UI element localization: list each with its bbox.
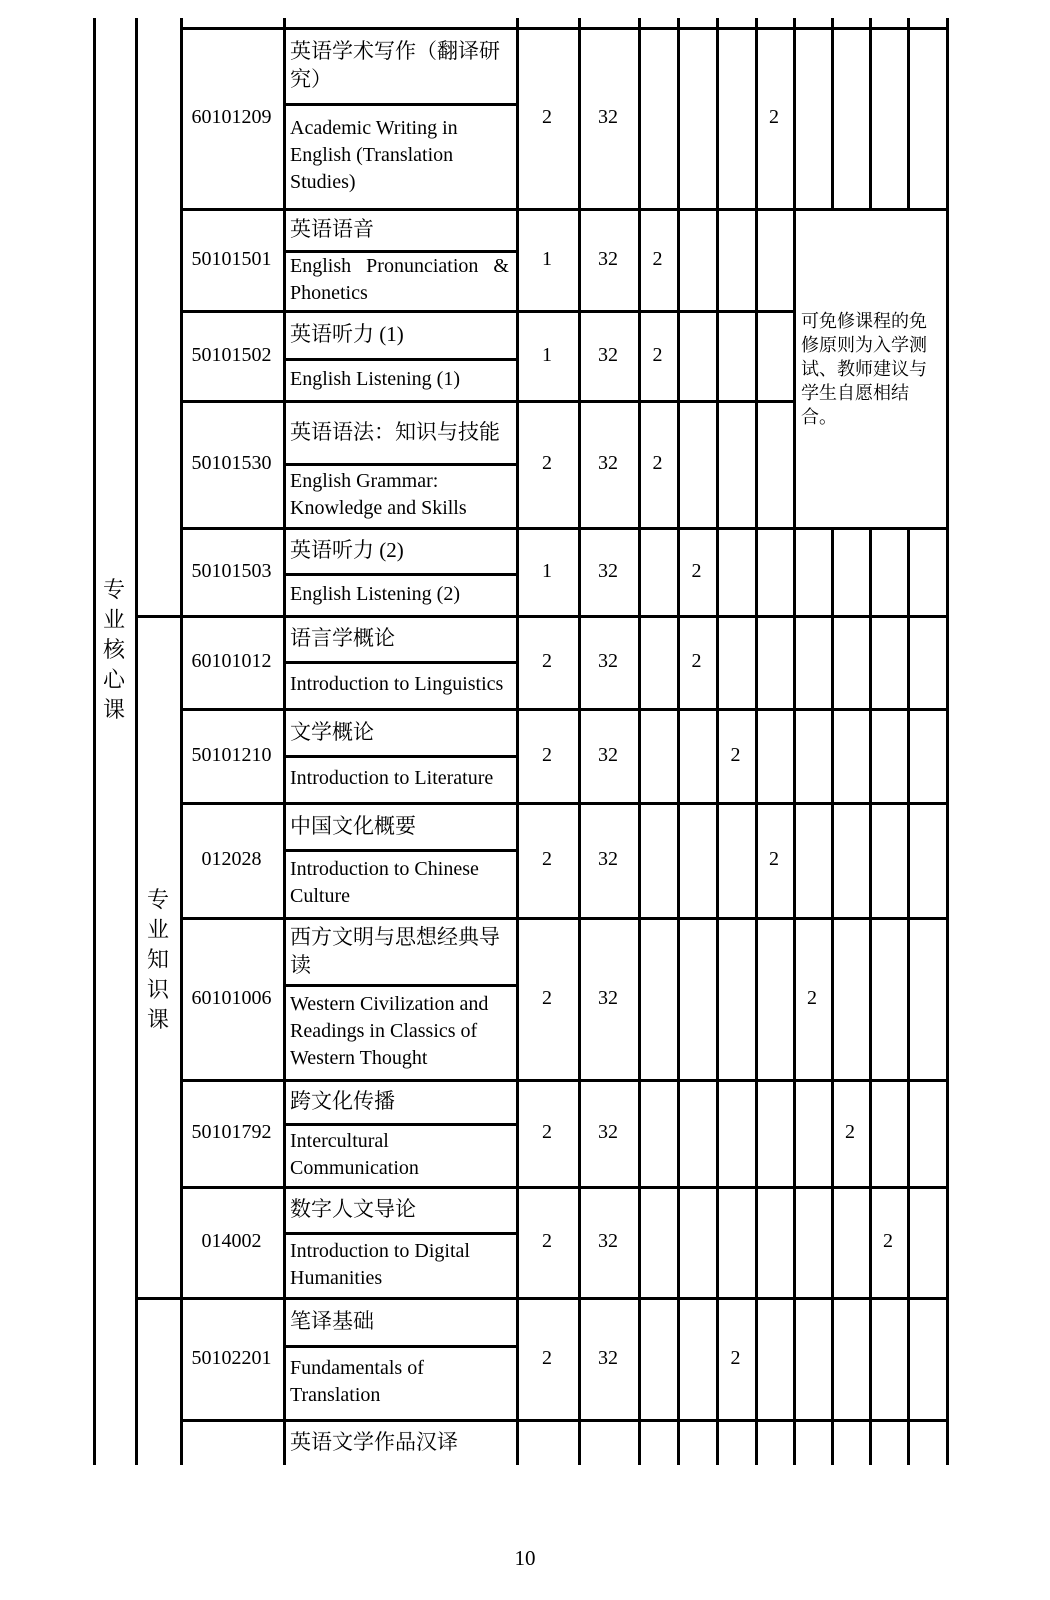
course-code: 50101530 bbox=[191, 452, 272, 474]
semester-value bbox=[831, 708, 869, 802]
credits-value: 2 bbox=[542, 848, 552, 870]
course-code bbox=[180, 1419, 283, 1465]
semester-value bbox=[755, 615, 793, 708]
table-row bbox=[0, 310, 1050, 400]
semester-value bbox=[638, 527, 677, 615]
semester-value bbox=[638, 1079, 677, 1186]
hours-value: 32 bbox=[598, 743, 618, 766]
table-row bbox=[0, 1297, 1050, 1419]
semester-value bbox=[677, 917, 716, 1079]
semester-value bbox=[677, 27, 716, 208]
semester-value bbox=[755, 1297, 793, 1419]
credits-value: 1 bbox=[542, 559, 552, 582]
semester-value bbox=[869, 208, 907, 310]
semester-value bbox=[793, 27, 831, 208]
semester-value bbox=[793, 708, 831, 802]
credits-value: 2 bbox=[542, 1346, 552, 1369]
course-code: 60101209 bbox=[191, 106, 272, 128]
table-row bbox=[0, 400, 1050, 527]
semester-value bbox=[793, 1297, 831, 1419]
semester-value bbox=[638, 1297, 677, 1419]
course-code: 60101006 bbox=[191, 986, 272, 1009]
semester-value bbox=[907, 917, 946, 1079]
course-name-en: Introduction to Literature bbox=[290, 767, 494, 789]
semester-value bbox=[869, 802, 907, 917]
hours-value: 32 bbox=[598, 452, 618, 474]
course-code: 50102201 bbox=[191, 1346, 272, 1369]
semester-value bbox=[755, 1079, 793, 1186]
credits-value: 2 bbox=[542, 1121, 552, 1143]
semester-value bbox=[831, 527, 869, 615]
course-code: 60101012 bbox=[191, 650, 272, 672]
semester-value bbox=[907, 1186, 946, 1297]
semester-value bbox=[793, 208, 831, 310]
semester-value bbox=[716, 27, 755, 208]
semester-value bbox=[677, 708, 716, 802]
course-code: 012028 bbox=[201, 848, 262, 870]
semester-value bbox=[638, 1419, 677, 1465]
semester-value bbox=[677, 208, 716, 310]
semester-value bbox=[755, 917, 793, 1079]
semester-value bbox=[907, 310, 946, 400]
course-name-en: Fundamentals of Translation bbox=[290, 1357, 424, 1406]
course-name-en: Academic Writing in English (Translation Studies) bbox=[290, 117, 458, 193]
semester-value bbox=[831, 310, 869, 400]
semester-cells bbox=[638, 27, 946, 208]
semester-value bbox=[716, 1079, 755, 1186]
semester-value bbox=[869, 615, 907, 708]
semester-value bbox=[793, 310, 831, 400]
semester-value bbox=[831, 802, 869, 917]
semester-cells bbox=[638, 1297, 946, 1419]
hours-value: 32 bbox=[598, 106, 618, 128]
page-number: 10 bbox=[514, 1546, 536, 1570]
table-row bbox=[0, 708, 1050, 802]
hours-value: 32 bbox=[598, 986, 618, 1009]
semester-value bbox=[907, 400, 946, 527]
semester-value bbox=[907, 27, 946, 208]
semester-value bbox=[831, 1186, 869, 1297]
table-row bbox=[0, 1186, 1050, 1297]
course-name-en bbox=[283, 250, 516, 310]
semester-value: 2 bbox=[845, 1121, 855, 1143]
semester-value bbox=[869, 1079, 907, 1186]
credits-value: 2 bbox=[542, 106, 552, 128]
course-code: 50101502 bbox=[191, 343, 272, 366]
semester-value bbox=[677, 1186, 716, 1297]
semester-value bbox=[907, 708, 946, 802]
semester-value bbox=[907, 802, 946, 917]
category-label-knowledge: 专业知识课 bbox=[146, 887, 169, 1032]
semester-cells bbox=[638, 208, 946, 310]
course-name-en: Introduction to Chinese Culture bbox=[290, 858, 479, 907]
semester-value: 2 bbox=[769, 106, 779, 128]
semester-value bbox=[638, 1186, 677, 1297]
hours-value: 32 bbox=[598, 848, 618, 870]
semester-value: 2 bbox=[730, 1346, 741, 1369]
semester-value: 2 bbox=[883, 1230, 893, 1252]
course-name-cn: 语言学概论 bbox=[290, 626, 395, 650]
semester-value bbox=[677, 1297, 716, 1419]
semester-value: 2 bbox=[691, 559, 702, 582]
semester-value bbox=[755, 1186, 793, 1297]
semester-value bbox=[907, 1419, 946, 1465]
semester-value bbox=[831, 615, 869, 708]
credits-value: 2 bbox=[542, 1230, 552, 1252]
hours-value bbox=[578, 1419, 638, 1465]
credits-value: 1 bbox=[542, 343, 552, 366]
semester-value bbox=[716, 400, 755, 527]
course-name-cn: 英语听力 (1) bbox=[290, 322, 404, 346]
table-row bbox=[0, 1419, 1050, 1465]
semester-value: 2 bbox=[730, 743, 741, 766]
semester-value bbox=[755, 208, 793, 310]
semester-value bbox=[793, 527, 831, 615]
semester-value bbox=[793, 1186, 831, 1297]
semester-cells bbox=[638, 917, 946, 1079]
credits-value: 2 bbox=[542, 650, 552, 672]
course-code: 50101503 bbox=[191, 559, 272, 582]
note-text: 可免修课程的免修原则为入学测试、教师建议与学生自愿相结合。 bbox=[801, 311, 927, 427]
semester-value bbox=[638, 27, 677, 208]
semester-value: 2 bbox=[652, 247, 663, 270]
semester-value bbox=[869, 1297, 907, 1419]
semester-value bbox=[677, 400, 716, 527]
hours-value: 32 bbox=[598, 247, 618, 270]
semester-value bbox=[638, 615, 677, 708]
semester-value bbox=[716, 615, 755, 708]
semester-value: 2 bbox=[769, 848, 779, 870]
credits-value: 2 bbox=[542, 986, 552, 1009]
semester-value bbox=[793, 615, 831, 708]
course-name-cn: 英语语法：知识与技能 bbox=[290, 419, 500, 444]
table-row bbox=[0, 615, 1050, 708]
semester-value bbox=[831, 27, 869, 208]
course-name-cn: 中国文化概要 bbox=[290, 813, 416, 838]
category-label-core: 专业核心课 bbox=[102, 577, 125, 722]
semester-value bbox=[716, 527, 755, 615]
table-row bbox=[0, 527, 1050, 615]
course-code: 50101792 bbox=[191, 1121, 272, 1143]
semester-cells bbox=[638, 400, 946, 527]
semester-value bbox=[677, 310, 716, 400]
semester-value bbox=[831, 917, 869, 1079]
course-name-cn: 数字人文导论 bbox=[290, 1197, 416, 1221]
semester-cells bbox=[638, 708, 946, 802]
semester-value bbox=[793, 1419, 831, 1465]
course-name-cn: 跨文化传播 bbox=[290, 1089, 395, 1113]
semester-value bbox=[869, 917, 907, 1079]
table-row bbox=[0, 1079, 1050, 1186]
course-code: 50101210 bbox=[191, 743, 272, 766]
semester-value bbox=[755, 1419, 793, 1465]
table-row bbox=[0, 917, 1050, 1079]
credits-value bbox=[516, 1419, 578, 1465]
semester-cells bbox=[638, 615, 946, 708]
hours-value: 32 bbox=[598, 650, 618, 672]
course-name-cn: 英语学术写作（翻译研究） bbox=[290, 39, 500, 91]
semester-cells bbox=[638, 1079, 946, 1186]
semester-value bbox=[716, 917, 755, 1079]
semester-value bbox=[831, 208, 869, 310]
course-name-en: Intercultural Communication bbox=[290, 1129, 419, 1179]
semester-value bbox=[638, 708, 677, 802]
course-name-cn: 西方文明与思想经典导读 bbox=[290, 924, 500, 977]
semester-value bbox=[755, 708, 793, 802]
semester-value bbox=[716, 208, 755, 310]
semester-value bbox=[907, 527, 946, 615]
hours-value: 32 bbox=[598, 343, 618, 366]
table-row bbox=[0, 208, 1050, 310]
semester-value bbox=[831, 1297, 869, 1419]
semester-value bbox=[907, 615, 946, 708]
semester-value bbox=[638, 917, 677, 1079]
semester-value bbox=[716, 802, 755, 917]
semester-value bbox=[793, 802, 831, 917]
semester-cells bbox=[638, 310, 946, 400]
hours-value: 32 bbox=[598, 1121, 618, 1143]
hours-value: 32 bbox=[598, 559, 618, 582]
course-name-en: English Listening (1) bbox=[290, 367, 460, 390]
course-code: 014002 bbox=[201, 1230, 262, 1252]
semester-value bbox=[677, 802, 716, 917]
hours-value: 32 bbox=[598, 1346, 618, 1369]
semester-value bbox=[907, 1079, 946, 1186]
semester-value bbox=[869, 27, 907, 208]
credits-value: 2 bbox=[542, 452, 552, 474]
semester-value bbox=[869, 527, 907, 615]
semester-cells bbox=[638, 527, 946, 615]
credits-value: 2 bbox=[542, 743, 552, 766]
semester-value: 2 bbox=[807, 986, 817, 1009]
semester-value bbox=[716, 1186, 755, 1297]
course-name-en: Introduction to Linguistics bbox=[290, 673, 504, 695]
semester-value bbox=[755, 527, 793, 615]
semester-value bbox=[793, 400, 831, 527]
semester-value: 2 bbox=[691, 650, 702, 672]
hours-value: 32 bbox=[598, 1230, 618, 1252]
semester-value bbox=[907, 208, 946, 310]
course-name-cn: 笔译基础 bbox=[290, 1309, 374, 1333]
semester-value bbox=[755, 310, 793, 400]
semester-value: 2 bbox=[652, 452, 663, 474]
semester-value bbox=[869, 708, 907, 802]
semester-cells bbox=[638, 1186, 946, 1297]
semester-value bbox=[716, 1419, 755, 1465]
semester-value bbox=[716, 310, 755, 400]
course-name-en: English Grammar: Knowledge and Skills bbox=[290, 470, 467, 519]
credits-value: 1 bbox=[542, 247, 552, 270]
table-row bbox=[0, 802, 1050, 917]
course-name-en-text: English Pronunciation & Phonetics bbox=[290, 255, 509, 304]
semester-cells bbox=[638, 802, 946, 917]
course-name-en: Introduction to Digital Humanities bbox=[290, 1239, 470, 1289]
semester-value bbox=[677, 1419, 716, 1465]
semester-cells bbox=[638, 1419, 946, 1465]
semester-value bbox=[831, 400, 869, 527]
semester-value: 2 bbox=[652, 343, 663, 366]
semester-value bbox=[755, 400, 793, 527]
semester-value bbox=[907, 1297, 946, 1419]
semester-value bbox=[638, 802, 677, 917]
semester-value bbox=[793, 1079, 831, 1186]
semester-value bbox=[869, 310, 907, 400]
semester-value bbox=[869, 1419, 907, 1465]
table-row bbox=[0, 27, 1050, 208]
course-name-en: Western Civilization and Readings in Classics of Western Thought bbox=[290, 993, 489, 1069]
course-name-cn: 英语语音 bbox=[290, 217, 374, 241]
course-name-cn: 文学概论 bbox=[290, 719, 374, 744]
semester-value bbox=[869, 400, 907, 527]
semester-value bbox=[677, 1079, 716, 1186]
course-code: 50101501 bbox=[191, 247, 272, 270]
course-name-cn: 英语文学作品汉译 bbox=[290, 1430, 458, 1454]
course-name-en: English Listening (2) bbox=[290, 582, 460, 605]
course-name-cn: 英语听力 (2) bbox=[290, 538, 404, 562]
semester-value bbox=[831, 1419, 869, 1465]
